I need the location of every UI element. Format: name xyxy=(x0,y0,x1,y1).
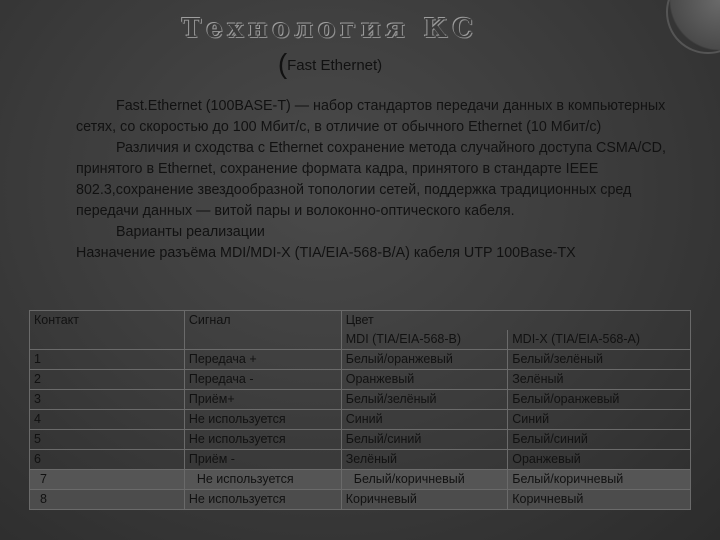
cell-mdix: Зелёный xyxy=(508,370,691,390)
paragraph-variants: Варианты реализации xyxy=(116,224,265,240)
paragraph-definition: Fast.Ethernet (100BASE-T) — набор стандартов передачи данных в компьютерных сетях, со скоростью до 100 Мбит/с, в отличие от обычного Ethernet (10 Мбит/с) xyxy=(76,98,666,135)
header-signal: Сигнал xyxy=(184,311,341,331)
cell-mdix: Оранжевый xyxy=(508,450,691,470)
cell-contact: 7 xyxy=(30,470,185,490)
pinout-table xyxy=(29,310,691,510)
cell-signal: Приём - xyxy=(184,450,341,470)
cell-contact: 3 xyxy=(30,390,185,410)
cell-mdix: Белый/зелёный xyxy=(508,350,691,370)
cell-mdi: Белый/оранжевый xyxy=(341,350,508,370)
cell-signal: Не используется xyxy=(184,490,341,510)
table-row xyxy=(30,410,691,430)
subheader-contact xyxy=(30,330,185,350)
cell-mdi: Белый/синий xyxy=(341,430,508,450)
table-row xyxy=(30,390,691,410)
cell-signal: Не используется xyxy=(184,410,341,430)
table-subheader-row xyxy=(30,330,691,350)
table-row xyxy=(30,350,691,370)
subheader-mdi: MDI (TIA/EIA-568-B) xyxy=(341,330,508,350)
table-row xyxy=(30,450,691,470)
table-row xyxy=(30,430,691,450)
cell-signal: Не используется xyxy=(184,470,341,490)
cell-signal: Передача + xyxy=(184,350,341,370)
table-row xyxy=(30,490,691,510)
subheader-mdix: MDI-X (TIA/EIA-568-A) xyxy=(508,330,691,350)
cell-mdi: Зелёный xyxy=(341,450,508,470)
subtitle-text: Fast Ethernet) xyxy=(287,57,383,74)
subtitle-paren: ( xyxy=(277,48,288,79)
cell-contact: 4 xyxy=(30,410,185,430)
cell-mdi: Коричневый xyxy=(341,490,508,510)
cell-mdix: Коричневый xyxy=(508,490,691,510)
cell-contact: 1 xyxy=(30,350,185,370)
header-color: Цвет xyxy=(341,311,508,331)
cell-mdix: Белый/коричневый xyxy=(508,470,691,490)
cell-signal: Приём+ xyxy=(184,390,341,410)
cell-contact: 5 xyxy=(30,430,185,450)
cell-mdi: Белый/коричневый xyxy=(341,470,508,490)
cell-signal: Не используется xyxy=(184,430,341,450)
cell-mdi: Синий xyxy=(341,410,508,430)
cell-mdi: Оранжевый xyxy=(341,370,508,390)
table-row xyxy=(30,370,691,390)
subheader-signal xyxy=(184,330,341,350)
cell-contact: 2 xyxy=(30,370,185,390)
table-caption: Назначение разъёма MDI/MDI-X (TIA/EIA-568-B/A) кабеля UTP 100Base-TX xyxy=(76,245,576,261)
header-empty xyxy=(508,311,691,331)
slide-subtitle xyxy=(0,48,660,80)
slide-body xyxy=(76,96,690,264)
cell-contact: 6 xyxy=(30,450,185,470)
table-row xyxy=(30,470,691,490)
slide-title: Технология КС xyxy=(181,14,479,44)
table-header-row xyxy=(30,311,691,331)
cell-contact: 8 xyxy=(30,490,185,510)
cell-mdix: Синий xyxy=(508,410,691,430)
header-contact: Контакт xyxy=(30,311,185,331)
cell-mdix: Белый/синий xyxy=(508,430,691,450)
paragraph-differences: Различия и сходства с Ethernet сохранение метода случайного доступа CSMA/CD, принятого в Ethernet, сохранение формата кадра, принятого в стандарте IEEE 802.3,сохранение звездообразной топологии сетей, поддержка традиционных сред передачи данных — витой пары и волоконно-оптического кабеля. xyxy=(76,140,666,219)
cell-mdi: Белый/зелёный xyxy=(341,390,508,410)
cell-signal: Передача - xyxy=(184,370,341,390)
cell-mdix: Белый/оранжевый xyxy=(508,390,691,410)
